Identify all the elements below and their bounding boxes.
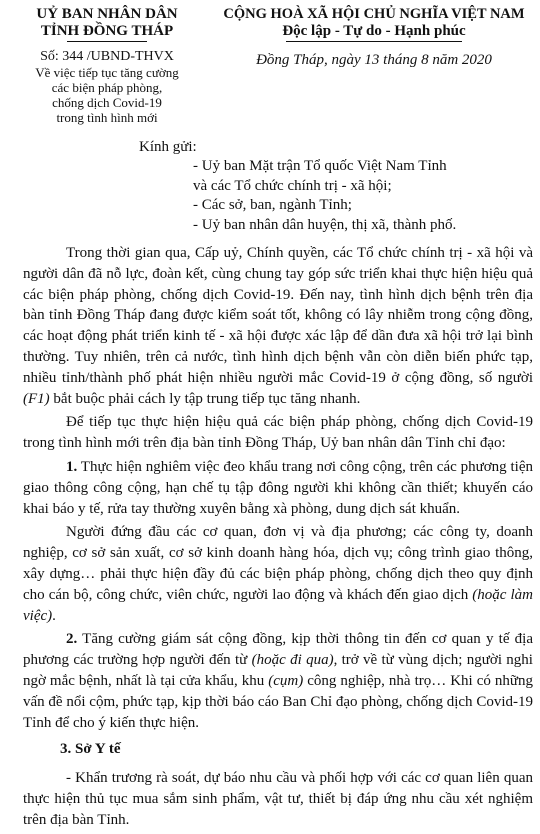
section-heading-health-dept: 3. Sở Y tế bbox=[60, 741, 121, 758]
paragraph-organization-heads: Người đứng đầu các cơ quan, đơn vị và địa phương; các công ty, doanh nghiệp, cơ sở sản xuất, cơ sở kinh doanh hàng hóa, dịch vụ; công trình giao thông, xây dựng… phải thực hiện đầy đủ các biện pháp phòng, chống dịch theo quy định cho cán bộ, công chức, viên chức, người lao động và khách đến giao dịch (hoặc làm việc). bbox=[23, 524, 534, 624]
national-header-block bbox=[208, 6, 540, 69]
national-motto: Độc lập - Tự do - Hạnh phúc bbox=[282, 23, 466, 39]
agency-underline bbox=[67, 41, 147, 42]
issuing-agency-block bbox=[4, 6, 210, 125]
issue-date: Đồng Tháp, ngày 13 tháng 8 năm 2020 bbox=[256, 52, 492, 68]
document-number: Số: 344 /UBND-THVX bbox=[40, 49, 174, 64]
paragraph-directive-intro: Để tiếp tục thực hiện hiệu quả các biện pháp phòng, chống dịch Covid-19 trong tình hình mới trên địa bàn tỉnh Đồng Tháp, Uỷ ban nhân dân Tỉnh chỉ đạo: bbox=[23, 414, 533, 452]
document-subject bbox=[4, 65, 210, 125]
motto-underline bbox=[286, 41, 462, 42]
recipient-line: - Uỷ ban nhân dân huyện, thị xã, thành phố. bbox=[193, 216, 457, 233]
recipients-label: Kính gửi: bbox=[139, 139, 197, 155]
paragraph-context: Trong thời gian qua, Cấp uỷ, Chính quyền, các Tổ chức chính trị - xã hội và người dân đã nỗ lực, đoàn kết, cùng chung tay góp sức triển khai thực hiện hiệu quả các biện pháp phòng, chống dịch Covid-19. Đến nay, tình hình dịch bệnh trên địa bàn tỉnh Đồng Tháp đang được kiểm soát tốt, không có lây nhiễm trong cộng đồng, các hoạt động phát triển kinh tế - xã hội được xác lập để dần đưa xã hội trở lại bình thường. Tuy nhiên, trên cả nước, tình hình dịch bệnh vẫn còn diễn biến phức tạp, nhiều tỉnh/thành phố phát hiện nhiều người mắc Covid-19 ở cộng đồng, số người (F1) bắt buộc phải cách ly tập trung tiếp tục tăng nhanh. bbox=[23, 245, 533, 407]
item-2: 2. Tăng cường giám sát cộng đồng, kịp thời thông tin đến cơ quan y tế địa phương các trường hợp người đến từ (hoặc đi qua), trở về từ vùng dịch; người nghi ngờ mắc bệnh, nhất là tại cửa khẩu, khu (cụm) công nghiệp, nhà trọ… Khi có những vấn đề nổi cộm, phức tạp, kịp thời báo cáo Ban Chỉ đạo phòng, chống dịch Covid-19 Tỉnh để cho ý kiến thực hiện. bbox=[23, 631, 533, 731]
recipient-line: - Các sở, ban, ngành Tỉnh; bbox=[193, 197, 352, 213]
country-name: CỘNG HOÀ XÃ HỘI CHỦ NGHĨA VIỆT NAM bbox=[223, 6, 525, 22]
paragraph-health-dept-task: - Khẩn trương rà soát, dự báo nhu cầu và phối hợp với các cơ quan liên quan thực hiện thủ tục mua sắm sinh phẩm, vật tư, thiết bị đáp ứng nhu cầu xét nghiệm trên địa bàn Tỉnh. bbox=[23, 770, 533, 828]
recipient-line: - Uỷ ban Mặt trận Tổ quốc Việt Nam Tỉnh bbox=[193, 158, 447, 174]
agency-name-line2: TỈNH ĐỒNG THÁP bbox=[40, 23, 174, 39]
subject-line: trong tình hình mới bbox=[56, 110, 158, 125]
item-1: 1. Thực hiện nghiêm việc đeo khẩu trang nơi công cộng, trên các phương tiện giao thông công cộng, hạn chế tụ tập đông người khi không cần thiết; khuyến cáo khai báo y tế, rửa tay thường xuyên bằng xà phòng, dung dịch sát khuẩn. bbox=[23, 458, 533, 517]
subject-line: Về việc tiếp tục tăng cường bbox=[35, 65, 179, 80]
document-body bbox=[23, 243, 533, 834]
recipient-line: và các Tổ chức chính trị - xã hội; bbox=[193, 177, 392, 194]
recipients-list bbox=[193, 157, 538, 235]
subject-line: chống dịch Covid-19 bbox=[52, 95, 162, 110]
subject-line: các biện pháp phòng, bbox=[51, 80, 163, 95]
agency-name-line1: UỶ BAN NHÂN DÂN bbox=[36, 6, 178, 22]
